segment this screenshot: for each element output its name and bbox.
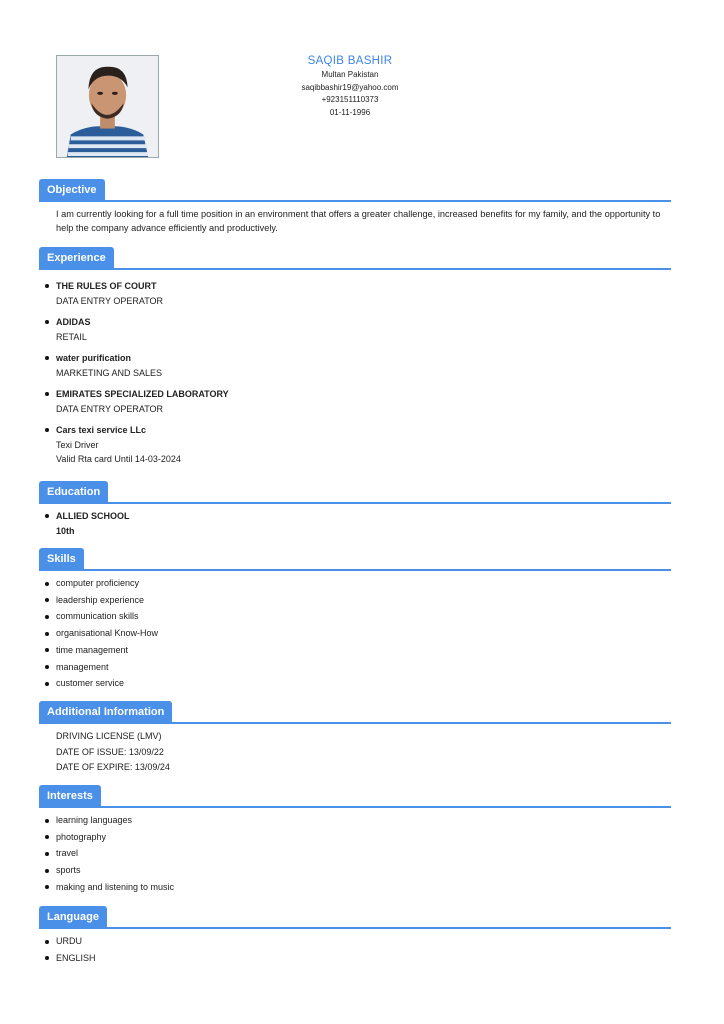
experience-header [39, 247, 671, 269]
section-title: Additional Information [39, 701, 172, 723]
job-role: DATA ENTRY OPERATOR [56, 403, 164, 414]
interests-header [39, 785, 671, 807]
additional-info-section [39, 701, 671, 776]
section-title: Language [39, 906, 107, 928]
list-item [39, 509, 671, 538]
job-role: MARKETING AND SALES [56, 367, 163, 378]
job-role: RETAIL [56, 331, 87, 342]
list-item: leadership experience [39, 592, 671, 609]
section-divider [39, 569, 671, 571]
section-divider [39, 200, 671, 202]
list-item: sports [39, 862, 671, 879]
list-item [39, 279, 671, 308]
section-title: Skills [39, 548, 84, 570]
license-expire-date: DATE OF EXPIRE: 13/09/24 [56, 762, 170, 773]
list-item: URDU [39, 933, 671, 950]
company-name: EMIRATES SPECIALIZED LABORATORY [56, 389, 229, 399]
list-item: communication skills [39, 608, 671, 625]
section-title: Experience [39, 247, 114, 269]
section-title: Education [39, 481, 108, 503]
list-item [39, 351, 671, 380]
company-name: water purification [56, 353, 132, 363]
objective-section [39, 179, 671, 235]
list-item [39, 315, 671, 344]
email: saqibbashir19@yahoo.com [301, 82, 399, 92]
list-item: ENGLISH [39, 950, 671, 967]
objective-header [39, 179, 671, 201]
experience-section [39, 247, 671, 474]
education-list [39, 509, 671, 538]
additional-info-text [39, 729, 671, 776]
education-level: 10th [56, 525, 75, 536]
language-list [39, 933, 671, 966]
section-title: Interests [39, 785, 101, 807]
list-item: computer proficiency [39, 575, 671, 592]
license-issue-date: DATE OF ISSUE: 13/09/22 [56, 746, 164, 757]
section-divider [39, 927, 671, 929]
skills-section [39, 548, 671, 692]
language-section [39, 906, 671, 966]
job-role: DATA ENTRY OPERATOR [56, 295, 164, 306]
list-item: travel [39, 845, 671, 862]
job-note: Valid Rta card Until 14-03-2024 [56, 454, 181, 464]
candidate-name: SAQIB BASHIR [307, 55, 393, 67]
profile-photo [56, 55, 159, 158]
list-item: management [39, 659, 671, 676]
interests-list [39, 812, 671, 896]
location: Multan Pakistan [321, 70, 379, 79]
section-divider [39, 502, 671, 504]
profile-photo-image [57, 56, 158, 157]
skills-list [39, 575, 671, 692]
list-item: time management [39, 642, 671, 659]
list-item: photography [39, 829, 671, 846]
license-type: DRIVING LICENSE (LMV) [56, 731, 162, 741]
objective-text: I am currently looking for a full time position in an environment that offers a greater challenge, increased benefits for my family, and the opportunity to help the company advance efficiently and productively. [56, 209, 661, 233]
section-divider [39, 268, 671, 270]
list-item [39, 423, 671, 467]
job-role: Texi Driver [56, 439, 99, 450]
additional-info-header [39, 701, 671, 723]
education-header [39, 481, 671, 503]
section-title: Objective [39, 179, 105, 201]
list-item: learning languages [39, 812, 671, 829]
list-item: organisational Know-How [39, 625, 671, 642]
contact-header [250, 55, 450, 119]
skills-header [39, 548, 671, 570]
section-divider [39, 806, 671, 808]
education-section [39, 481, 671, 538]
company-name: THE RULES OF COURT [56, 281, 157, 291]
experience-list [39, 279, 671, 467]
company-name: ADIDAS [56, 317, 91, 327]
list-item [39, 387, 671, 416]
language-header [39, 906, 671, 928]
interests-section [39, 785, 671, 896]
section-divider [39, 722, 671, 724]
date-of-birth: 01-11-1996 [329, 107, 371, 117]
list-item: customer service [39, 675, 671, 692]
phone: +923151110373 [321, 95, 379, 104]
list-item: making and listening to music [39, 879, 671, 896]
school-name: ALLIED SCHOOL [56, 511, 130, 521]
company-name: Cars texi service LLc [56, 425, 147, 435]
